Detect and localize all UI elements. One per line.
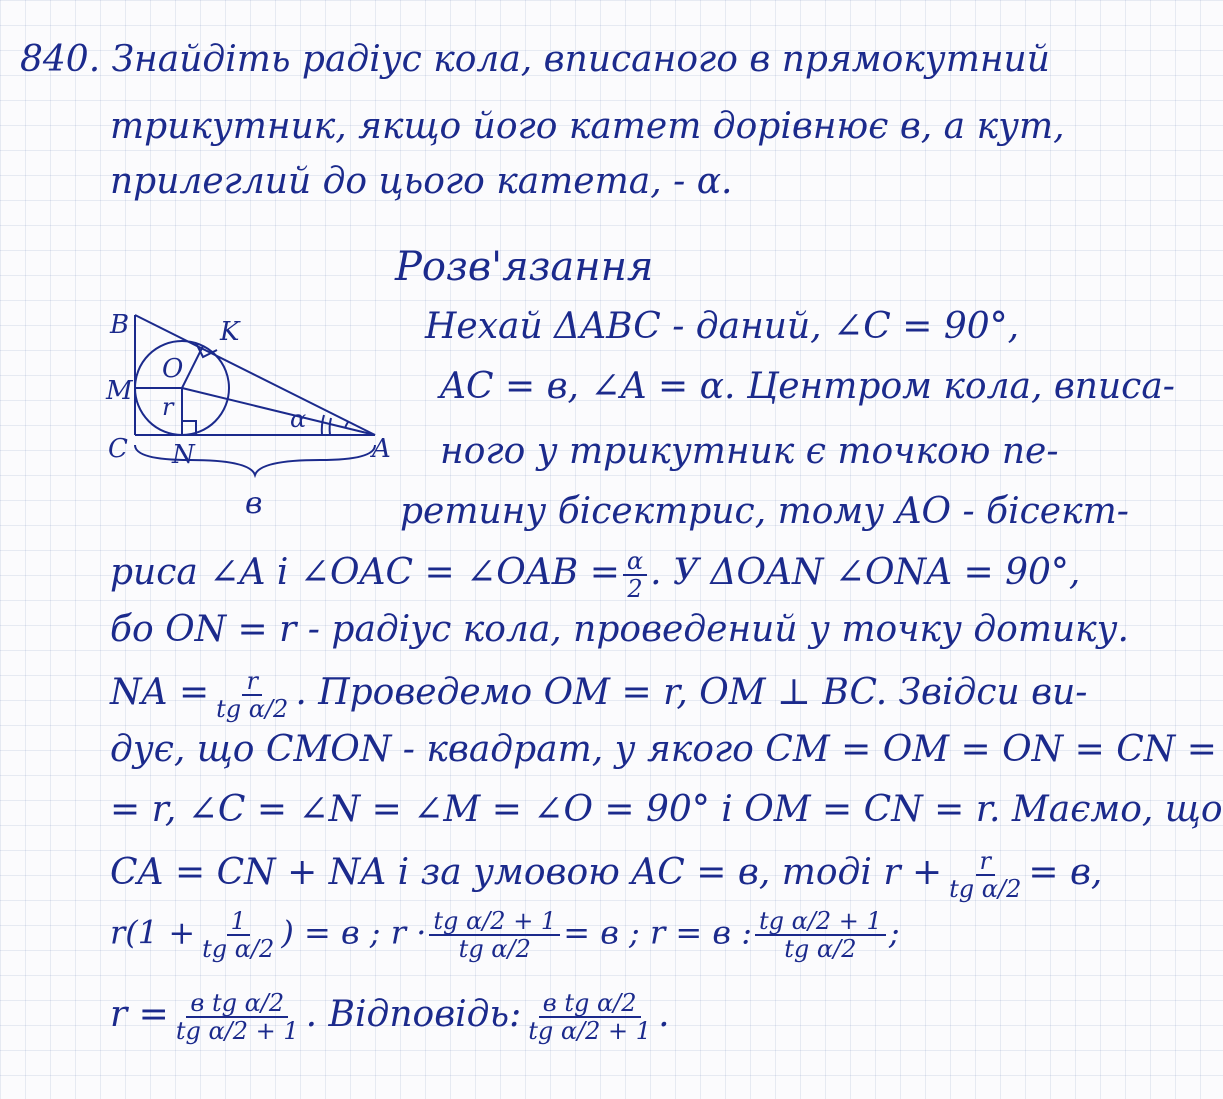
fraction-1-over-tg: $\frac{1}{\text{tg α/2}}$ (202, 907, 275, 963)
solution-title: Розв'язання (395, 244, 654, 290)
solution-line-10: CA = CN + NA і за умовою AC = в, тоді r + $\frac{r}{\text{tg α/2}}$ = в, (110, 847, 1103, 903)
label-b-side: в (245, 486, 263, 521)
brace-b (135, 445, 375, 475)
label-o: O (162, 354, 184, 384)
solution-line-7: NA = $\frac{r}{\text{tg α/2}}$ . Проведемо OM = r, OM ⊥ BC. Звідси ви- (110, 667, 1088, 723)
angle-arc-1 (330, 418, 331, 435)
fraction-alpha-half: $\frac{\alpha}{2}$ (623, 548, 647, 602)
angle-arc-2 (322, 415, 324, 435)
fraction-r-result: $\frac{\text{в tg α/2}}{\text{tg α/2 + 1}}$ (175, 989, 299, 1045)
label-r: r (162, 393, 174, 421)
fraction-tg-plus-1: $\frac{\text{tg α/2 + 1}}{\text{tg α/2}}$ (429, 908, 560, 962)
label-a: A (372, 434, 391, 464)
label-k: K (220, 317, 240, 347)
fraction-tg-plus-1-b: $\frac{\text{tg α/2 + 1}}{\text{tg α/2}}$ (755, 908, 886, 962)
fraction-r-over-tg: $\frac{r}{\text{tg α/2}}$ (949, 847, 1022, 903)
label-alpha: α (290, 405, 307, 433)
problem-number: 840. (20, 39, 101, 80)
solution-line-9: = r, ∠C = ∠N = ∠M = ∠O = 90° і OM = CN = r. Маємо, що (110, 789, 1223, 830)
label-m: M (106, 376, 133, 406)
label-c: C (108, 434, 128, 464)
solution-line-4: ретину бісектрис, тому AO - бісект- (400, 491, 1129, 532)
solution-line-6: бо ON = r - радіус кола, проведений у точку дотику. (110, 609, 1129, 650)
solution-line-2: AC = в, ∠A = α. Центром кола, вписа- (440, 366, 1175, 407)
solution-line-11: r(1 + $\frac{1}{\text{tg α/2}}$ ) = в ; r · $\frac{\text{tg α/2 + 1}}{\text{tg α/2}}$ = в ; r = в : $\frac{\text{tg α/2 + 1}}{\text{tg α/2}}$ ; (110, 907, 900, 963)
fraction-na: $\frac{r}{\text{tg α/2}}$ (216, 667, 289, 723)
problem-text-1: Знайдіть радіус кола, вписаного в прямокутний (111, 39, 1050, 80)
solution-line-1: Нехай ΔABC - даний, ∠C = 90°, (425, 306, 1020, 347)
problem-line-3: прилеглий до цього катета, - α. (110, 161, 733, 202)
solution-line-5: риса ∠A і ∠OAC = ∠OAB = $\frac{\alpha}{2}$ . У ΔOAN ∠ONA = 90°, (110, 547, 1081, 603)
solution-line-8: дує, що CMON - квадрат, у якого CM = OM = ON = CN = (110, 729, 1217, 770)
fraction-answer: $\frac{\text{в tg α/2}}{\text{tg α/2 + 1}}$ (528, 989, 652, 1045)
solution-line-12: r = $\frac{\text{в tg α/2}}{\text{tg α/2 + 1}}$ . Відповідь: $\frac{\text{в tg α/2}}{\text{tg α/2 + 1}}$ . (110, 989, 670, 1045)
triangle-diagram (100, 295, 410, 525)
problem-line-2: трикутник, якщо його катет дорівнює в, а кут, (110, 106, 1065, 147)
label-n: N (172, 440, 195, 470)
problem-line-1 (20, 38, 1050, 82)
label-b: B (110, 310, 130, 340)
solution-line-3: ного у трикутник є точкою пе- (440, 431, 1059, 472)
